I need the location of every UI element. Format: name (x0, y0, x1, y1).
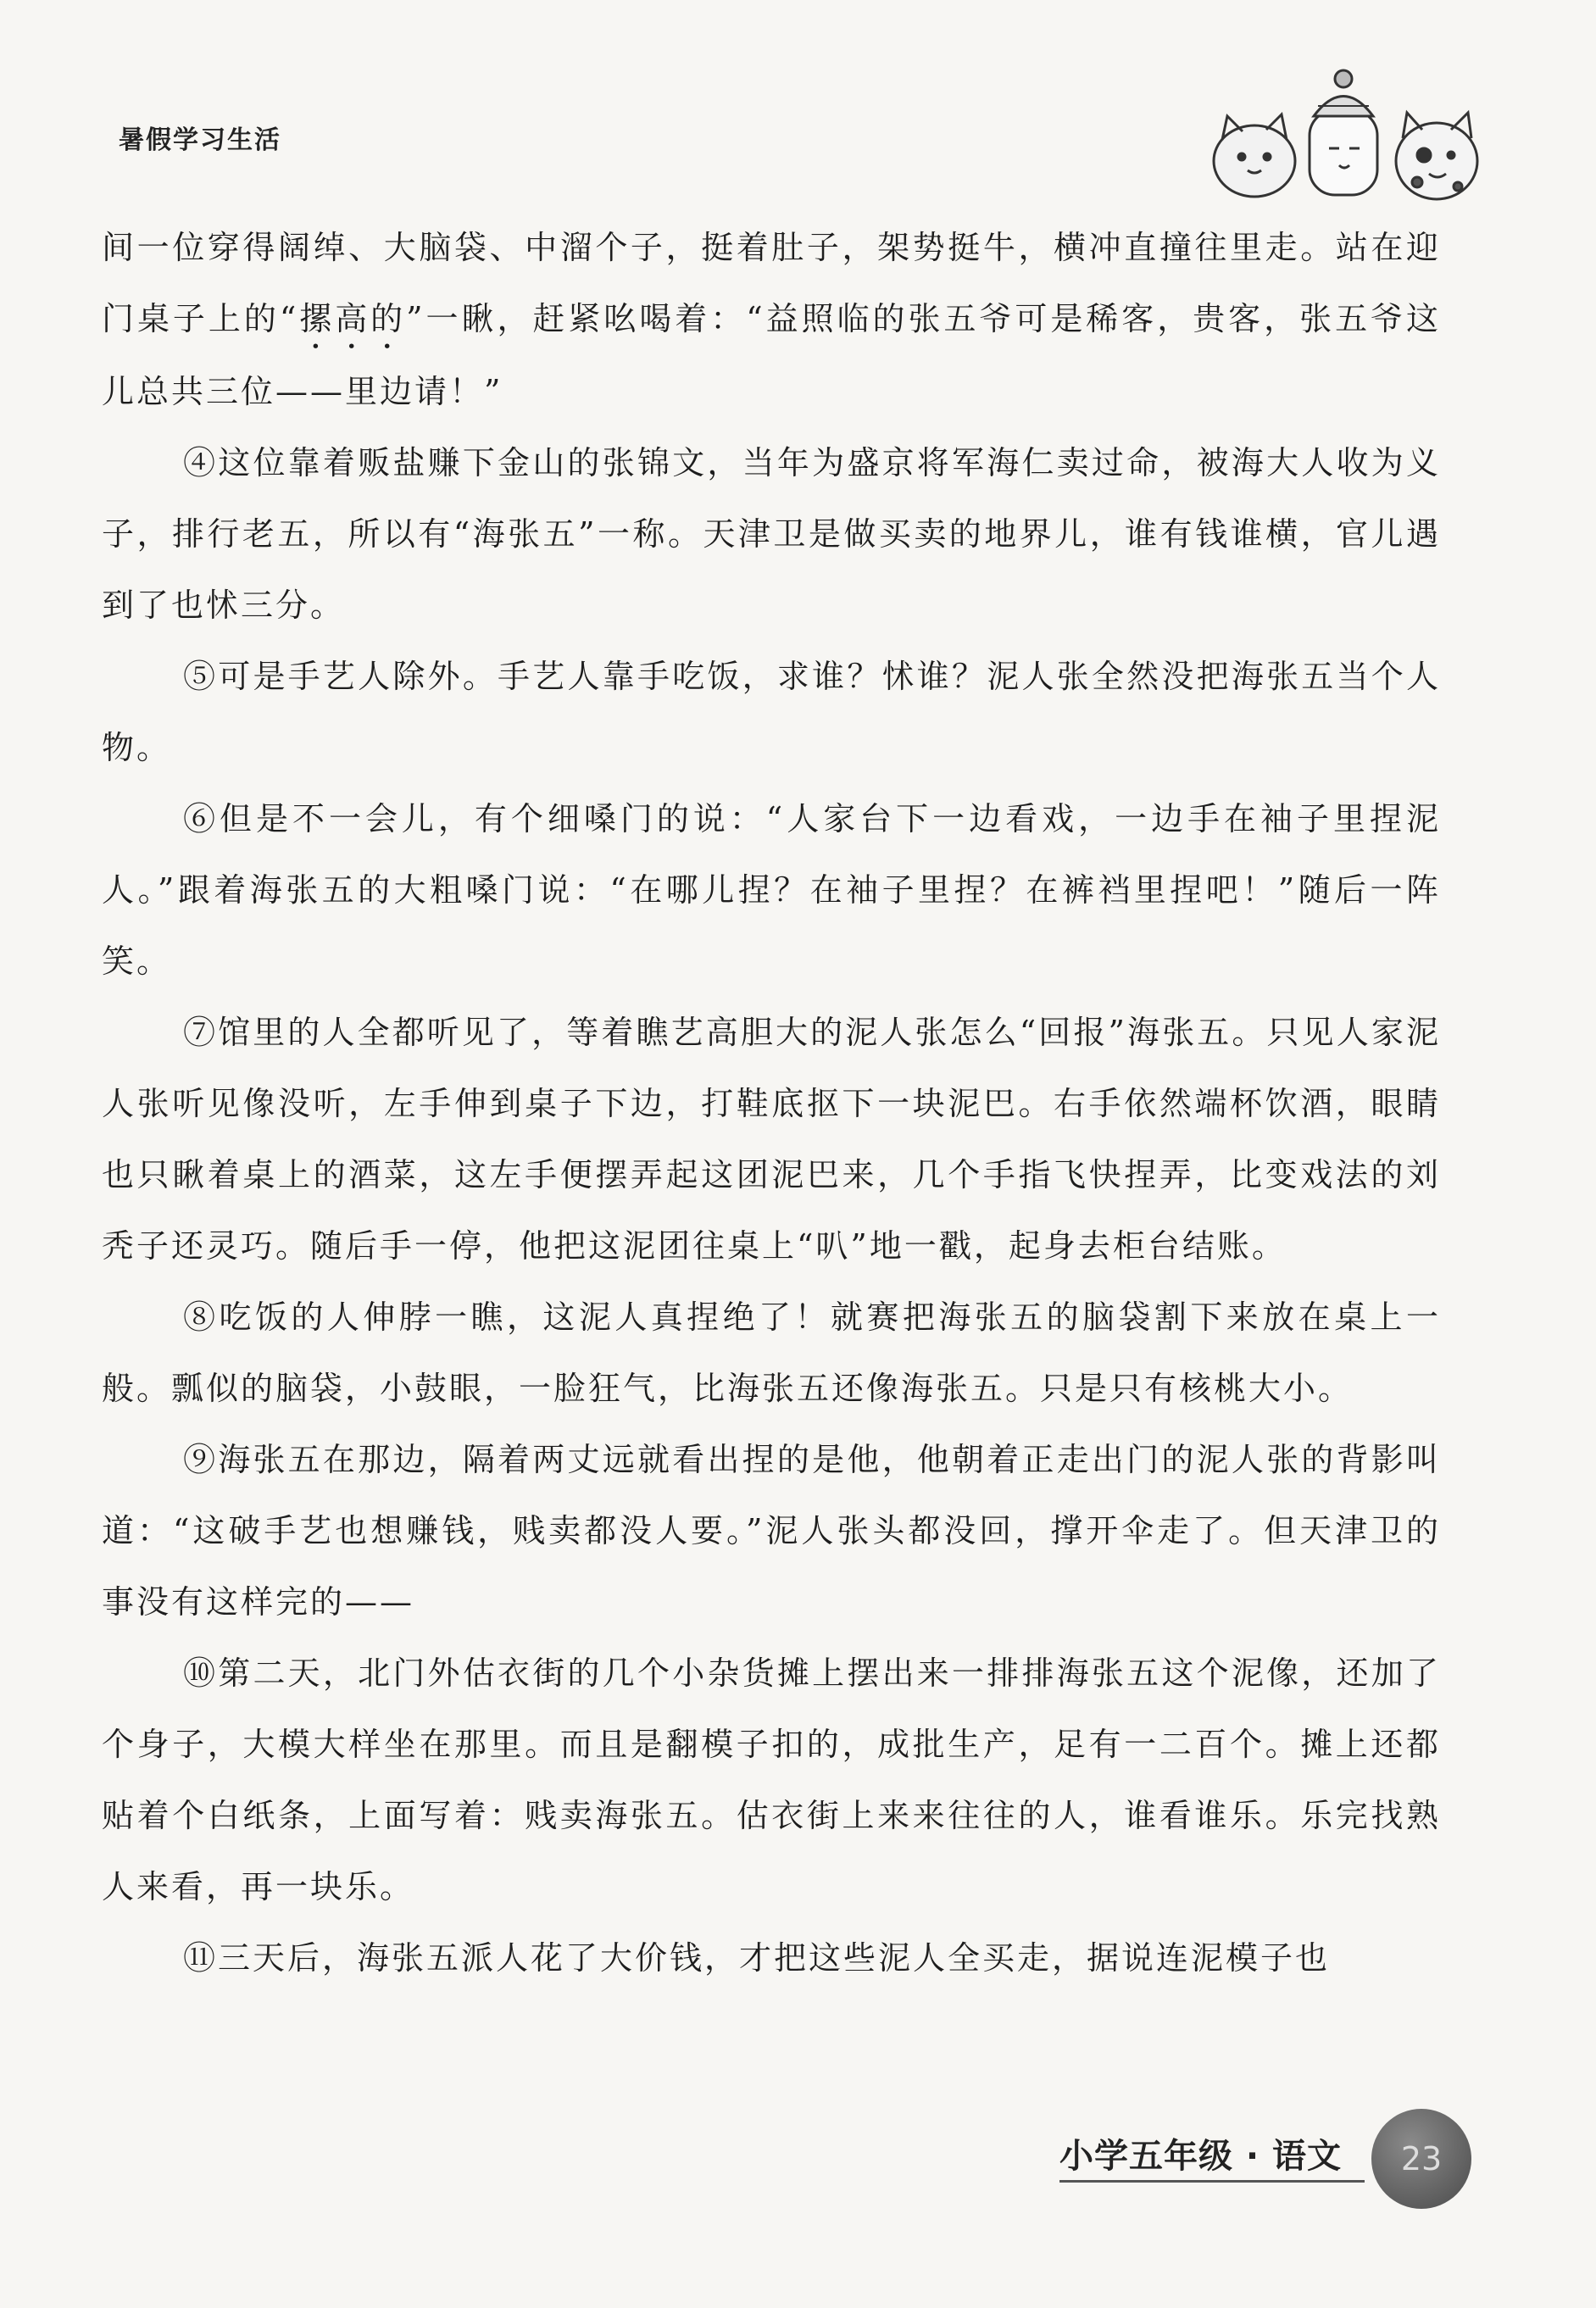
page-number: 23 (1371, 2109, 1471, 2209)
paragraph-7: ⑦馆里的人全都听见了，等着瞧艺高胆大的泥人张怎么“回报”海张五。只见人家泥人张听见像没听，左手伸到桌子下边，打鞋底抠下一块泥巴。右手依然端杯饮酒，眼睛也只瞅着桌上的酒菜，这左手便摆弄起这团泥巴来，几个手指飞快捏弄，比变戏法的刘秃子还灵巧。随后手一停，他把这泥团往桌上“叭”地一戳，起身去柜台结账。 (102, 1014, 1441, 1265)
paragraph-9: ⑨海张五在那边，隔着两丈远就看出捏的是他，他朝着正走出门的泥人张的背影叫道：“这破手艺也想赚钱，贱卖都没人要。”泥人张头都没回，撑开伞走了。但天津卫的事没有这样完的—— (102, 1441, 1441, 1621)
paragraph-continued: 间一位穿得阔绰、大脑袋、中溜个子，挺着肚子，架势挺牛，横冲直撞往里走。站在迎门桌子上的“摞高的”一瞅，赶紧吆喝着：“益照临的张五爷可是稀客，贵客，张五爷这儿总共三位——里边请！” (102, 229, 1441, 410)
emphasized-term: 摞高的 (298, 300, 407, 337)
paragraph-6: ⑥但是不一会儿，有个细嗓门的说：“人家台下一边看戏，一边手在袖子里捏泥人。”跟着海张五的大粗嗓门说：“在哪儿捏？在袖子里捏？在裤裆里捏吧！”随后一阵笑。 (102, 800, 1441, 980)
paragraph-10: ⑩第二天，北门外估衣街的几个小杂货摊上摆出来一排排海张五这个泥像，还加了个身子，大模大样坐在那里。而且是翻模子扣的，成批生产，足有一二百个。摊上还都贴着个白纸条，上面写着：贱卖海张五。估衣街上来来往往的人，谁看谁乐。乐完找熟人来看，再一块乐。 (102, 1655, 1441, 1905)
cat-mascots-illustration (1204, 64, 1492, 208)
footer-rule (1059, 2180, 1365, 2183)
book-title-footer: 小学五年级 · 语文 (1059, 2137, 1343, 2176)
article-body (102, 212, 1441, 1994)
running-header: 暑假学习生活 (119, 125, 281, 155)
paragraph-11: ⑪三天后，海张五派人花了大价钱，才把这些泥人全买走，据说连泥模子也 (183, 1939, 1331, 1977)
paragraph-8: ⑧吃饭的人伸脖一瞧，这泥人真捏绝了！就赛把海张五的脑袋割下来放在桌上一般。瓢似的脑袋，小鼓眼，一脸狂气，比海张五还像海张五。只是只有核桃大小。 (102, 1299, 1441, 1407)
paragraph-5: ⑤可是手艺人除外。手艺人靠手吃饭，求谁？怵谁？泥人张全然没把海张五当个人物。 (102, 658, 1441, 766)
paragraph-4: ④这位靠着贩盐赚下金山的张锦文，当年为盛京将军海仁卖过命，被海大人收为义子，排行老五，所以有“海张五”一称。天津卫是做买卖的地界儿，谁有钱谁横，官儿遇到了也怵三分。 (102, 444, 1441, 624)
